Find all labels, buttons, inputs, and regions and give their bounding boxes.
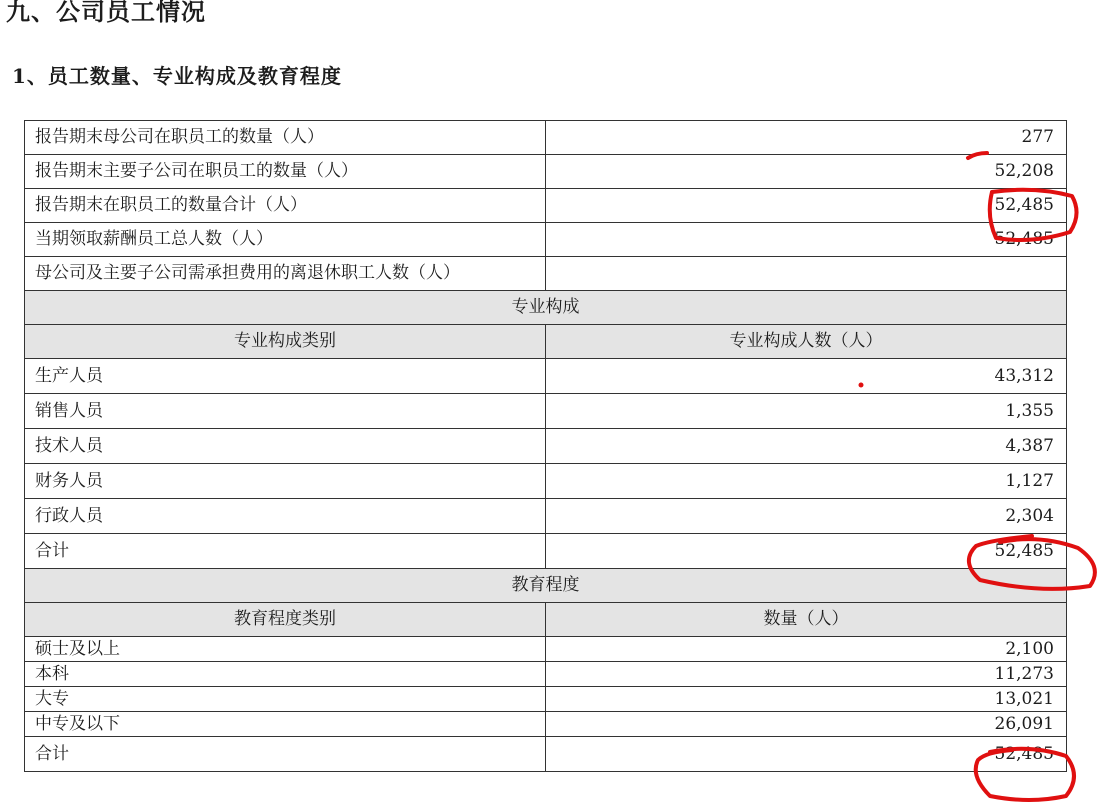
total-value: 52,485 [546, 534, 1067, 569]
table-row [25, 359, 1067, 394]
row-label: 报告期末主要子公司在职员工的数量（人） [25, 155, 546, 189]
table-row [25, 687, 1067, 712]
table-row [25, 429, 1067, 464]
row-label: 生产人员 [25, 359, 546, 394]
row-value: 11,273 [546, 662, 1067, 687]
row-value: 43,312 [546, 359, 1067, 394]
row-label: 硕士及以上 [25, 637, 546, 662]
table-row [25, 257, 1067, 291]
row-label: 销售人员 [25, 394, 546, 429]
row-value: 52,485 [546, 223, 1067, 257]
column-header-row [25, 325, 1067, 359]
section-title: 九、公司员工情况 [6, 0, 206, 26]
table-row [25, 223, 1067, 257]
row-label: 财务人员 [25, 464, 546, 499]
table-row [25, 464, 1067, 499]
section-header-row [25, 569, 1067, 603]
row-value: 2,100 [546, 637, 1067, 662]
professional-section-title: 专业构成 [25, 291, 1067, 325]
section-header-row [25, 291, 1067, 325]
column-header-category: 专业构成类别 [25, 325, 546, 359]
table-row [25, 637, 1067, 662]
education-section-title: 教育程度 [25, 569, 1067, 603]
column-header-row [25, 603, 1067, 637]
employee-table [24, 120, 1067, 772]
row-value: 52,208 [546, 155, 1067, 189]
row-value: 277 [546, 121, 1067, 155]
total-row [25, 534, 1067, 569]
row-value: 1,127 [546, 464, 1067, 499]
row-value [546, 257, 1067, 291]
row-value: 13,021 [546, 687, 1067, 712]
row-value: 26,091 [546, 712, 1067, 737]
column-header-count: 专业构成人数（人） [546, 325, 1067, 359]
row-label: 行政人员 [25, 499, 546, 534]
total-label: 合计 [25, 737, 546, 772]
table-row [25, 189, 1067, 223]
table-row [25, 499, 1067, 534]
row-value: 4,387 [546, 429, 1067, 464]
row-value: 1,355 [546, 394, 1067, 429]
row-value: 52,485 [546, 189, 1067, 223]
total-value: 52,485 [546, 737, 1067, 772]
table-row [25, 155, 1067, 189]
column-header-category: 教育程度类别 [25, 603, 546, 637]
subsection-title: 1、员工数量、专业构成及教育程度 [12, 64, 342, 88]
column-header-count: 数量（人） [546, 603, 1067, 637]
total-label: 合计 [25, 534, 546, 569]
row-label: 母公司及主要子公司需承担费用的离退休职工人数（人） [25, 257, 546, 291]
row-label: 报告期末母公司在职员工的数量（人） [25, 121, 546, 155]
row-label: 报告期末在职员工的数量合计（人） [25, 189, 546, 223]
table-row [25, 662, 1067, 687]
table-row [25, 121, 1067, 155]
row-label: 中专及以下 [25, 712, 546, 737]
row-label: 大专 [25, 687, 546, 712]
row-label: 本科 [25, 662, 546, 687]
table-row [25, 394, 1067, 429]
row-value: 2,304 [546, 499, 1067, 534]
table-row [25, 712, 1067, 737]
row-label: 当期领取薪酬员工总人数（人） [25, 223, 546, 257]
total-row [25, 737, 1067, 772]
row-label: 技术人员 [25, 429, 546, 464]
